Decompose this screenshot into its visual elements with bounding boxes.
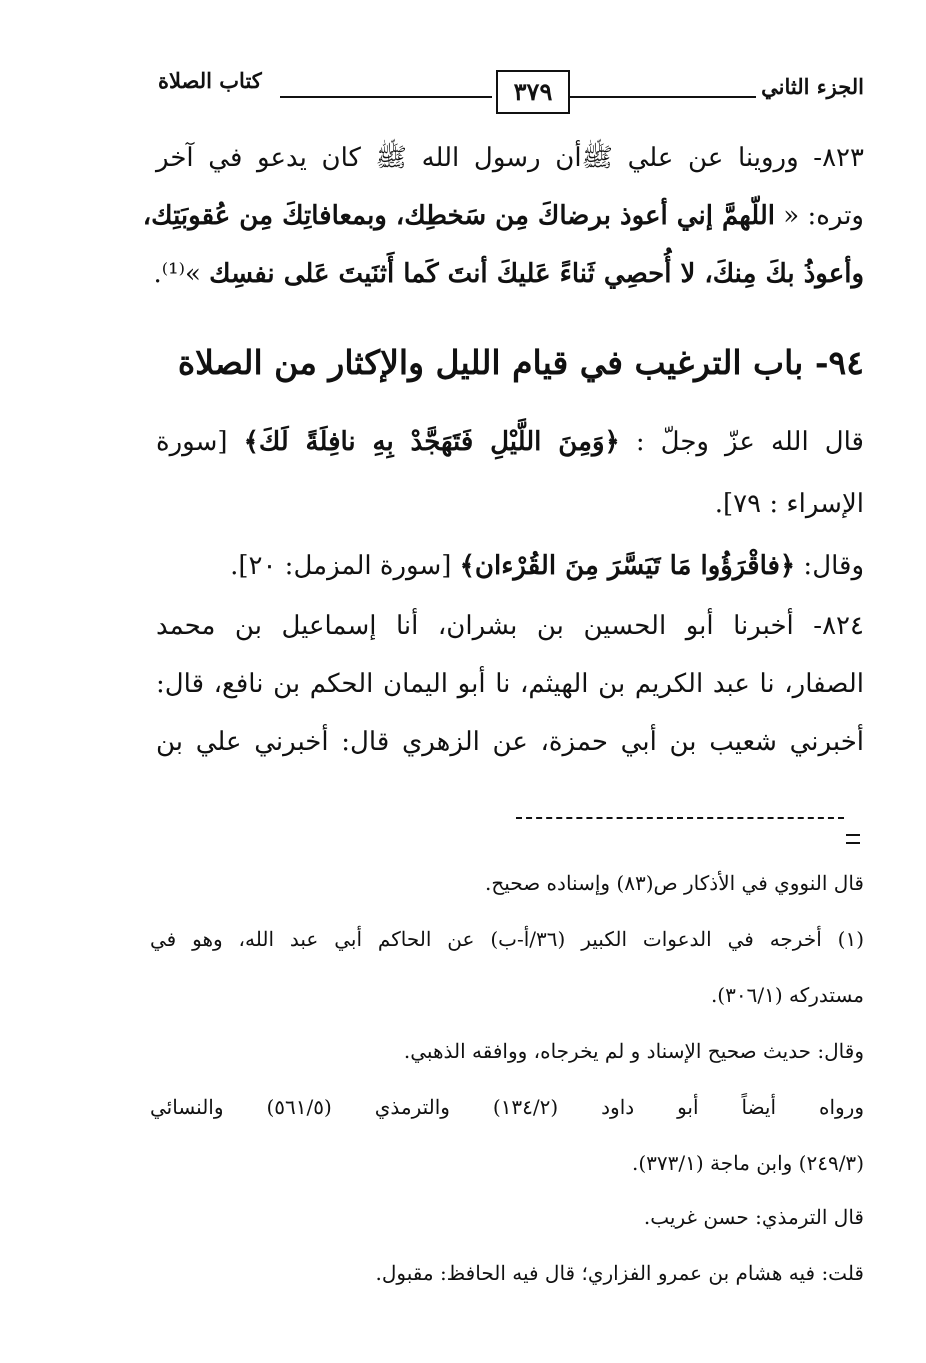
footnote-line: مستدركه (٣٠٦/١). [710, 983, 864, 1007]
body-text: قال الله عزّ وجلّ : [619, 427, 864, 457]
page-number: ٣٧٩ [496, 70, 570, 114]
footnote-line: (١) أخرجه في الدعوات الكبير (٣٦/أ-ب) عن الحاكم أبي عبد الله، وهو في [150, 927, 864, 951]
body-line: ٨٢٣- وروينا عن علي ﷺأن رسول الله ﷺ كان يدعو في آخر [156, 143, 864, 173]
quran-verse: ﴿وَمِنَ اللَّيْلِ فَتَهَجَّدْ بِهِ نافِلَةً لَكَ﴾ [243, 427, 620, 457]
quran-verse: ﴿فاقْرَؤُوا مَا تَيَسَّرَ مِنَ القُرْءان﴾ [459, 551, 796, 581]
body-text: »⁽¹⁾. [153, 259, 210, 289]
footnote-line: قال الترمذي: حسن غريب. [643, 1205, 864, 1229]
chapter-heading: ٩٤- باب الترغيب في قيام الليل والإكثار من الصلاة [177, 343, 864, 382]
footnote-line: ورواه أيضاً أبو داود (١٣٤/٢) والترمذي (٥٦١/٥) والنسائي [150, 1095, 864, 1119]
body-line [156, 546, 864, 586]
header-book-title: كتاب الصلاة [158, 68, 262, 93]
body-line: الصفار، نا عبد الكريم بن الهيثم، نا أبو اليمان الحكم بن نافع، قال: [156, 669, 864, 699]
footnote-line: (٢٤٩/٣) وابن ماجة (٣٧٣/١). [632, 1151, 864, 1175]
header-part: الجزء الثاني [761, 74, 864, 99]
footnote-line: قلت: فيه هشام بن عمرو الفزاري؛ قال فيه الحافظ: مقبول. [375, 1261, 864, 1285]
dua-text: وأعوذُ بكَ مِنكَ، لا أُحصِي ثَناءً عَليكَ أنتَ كَما أَثنَيتَ عَلى نفسِك [209, 259, 864, 289]
body-line [142, 196, 864, 236]
footnote-equals-mark [846, 834, 860, 844]
footnote-separator [516, 817, 844, 821]
body-text: وقال: [795, 551, 864, 581]
body-line: ٨٢٤- أخبرنا أبو الحسين بن بشران، أنا إسماعيل بن محمد [156, 611, 864, 641]
body-line [153, 254, 864, 294]
header-rule-left [280, 96, 492, 98]
body-line [156, 422, 864, 462]
body-text: [سورة [156, 427, 244, 457]
body-line: الإسراء : ٧٩]. [714, 489, 864, 519]
dua-text: اللّهمَّ إني أعوذ برضاكَ مِن سَخطِك، وبمعافاتِكَ مِن عُقوبَتِك، [142, 201, 776, 231]
body-text: وتره: « [775, 201, 864, 231]
header-rule-right [570, 96, 756, 98]
footnote-line: وقال: حديث صحيح الإسناد و لم يخرجاه، ووافقه الذهبي. [403, 1039, 864, 1063]
footnote-line: قال النووي في الأذكار ص(٨٣) وإسناده صحيح. [485, 871, 864, 895]
body-text: [سورة المزمل: ٢٠]. [230, 551, 460, 581]
body-line: أخبرني شعيب بن أبي حمزة، عن الزهري قال: أخبرني علي بن [156, 727, 864, 757]
